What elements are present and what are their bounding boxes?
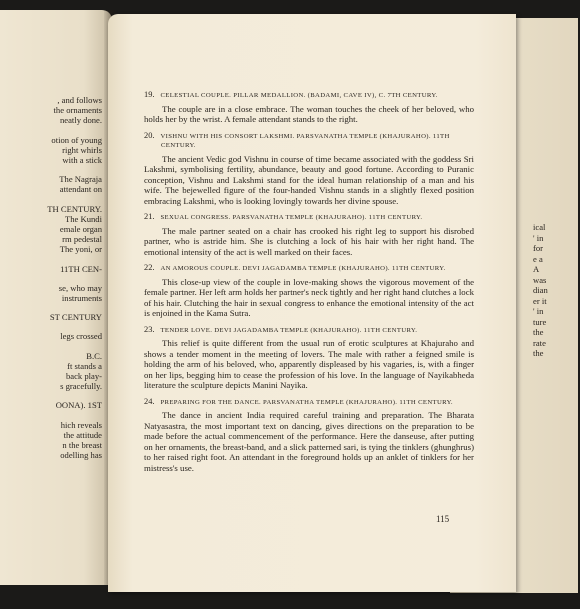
right-page-fragment: was (533, 274, 547, 285)
left-page-line: n the breast (62, 440, 102, 450)
entry-text: The male partner seated on a chair has crooked his right leg to support his disrobed partner, who is astride him. She is clutching a lock of his hair with her right hand. The emotional intensity of the act is well marked on their faces. (144, 225, 474, 257)
left-page-line: OONA). 1ST (55, 400, 102, 411)
left-page-line: The Kundi (65, 213, 102, 224)
entry-number: 20. (144, 130, 155, 140)
left-page-line: se, who may (58, 282, 102, 293)
entry-text: The couple are in a close embrace. The woman touches the cheek of her beloved, who holds her by the wrist. A female attendant stands to the right. (144, 103, 474, 124)
entry-heading (144, 397, 474, 408)
left-page-line: ST CENTURY (49, 312, 102, 323)
entry-heading (144, 325, 474, 336)
entry-title: VISHNU WITH HIS CONSORT LAKSHMI. PARSVANATHA TEMPLE (KHAJURAHO). 11TH CENTURY. (160, 132, 450, 149)
entry-20 (144, 131, 474, 207)
right-page-fragment: ' in (533, 306, 544, 316)
entry-19 (144, 90, 474, 125)
entry-24 (144, 397, 474, 474)
left-page-line: ft stands a (67, 360, 102, 371)
left-page-line: B.C. (86, 350, 102, 361)
entry-22 (144, 263, 474, 319)
entry-23 (144, 325, 474, 391)
left-page-line: with a stick (62, 155, 102, 165)
left-page-line: TH CENTURY. (47, 203, 102, 214)
left-page-line: right whirls (62, 144, 102, 155)
entry-title: TENDER LOVE. DEVI JAGADAMBA TEMPLE (KHAJURAHO). 11TH CENTURY. (160, 326, 418, 334)
left-page-line: attendant on (59, 184, 102, 195)
entry-heading (144, 131, 474, 151)
entry-text: The dance in ancient India required careful training and preparation. The Bharata Natyasastra, the most important text on dancing, gives directions on the preparation to be made before the actual commencement of the performance. Here the danseuse, after putting on her ornaments, the breast-band, and a slick patterned sari, is tying the tinklers (ghunghrus) to her raised right foot. An attendant in the foreground holds up an anklet of tinklers for her mistress's use. (144, 410, 474, 473)
left-page (0, 10, 112, 585)
left-page-line: s gracefully. (60, 381, 102, 392)
page-number: 115 (436, 514, 450, 524)
right-page-fragment: the (533, 327, 544, 337)
right-page-fragment: for (533, 243, 544, 253)
main-page (108, 14, 516, 592)
entry-title: AN AMOROUS COUPLE. DEVI JAGADAMBA TEMPLE (KHAJURAHO). 11TH CENTURY. (160, 265, 446, 272)
right-page-fragment: A (533, 264, 540, 274)
entry-number: 22. (144, 263, 155, 272)
entry-heading (144, 90, 474, 101)
left-page-line: back play- (65, 371, 102, 381)
left-page-line: rm pedestal (62, 234, 102, 245)
entry-title: PREPARING FOR THE DANCE. PARSVANATHA TEMPLE (KHAJURAHO). 11TH CENTURY. (160, 398, 453, 406)
entry-text: This relief is quite different from the usual run of erotic sculptures at Khajuraho and shows a tender moment in the meeting of lovers. The male with rather a feigned smile is holding the arm of his beloved, who, apparently displeased by his vagaries, is, with a finger on her lips, begging him to cease the profession of his love. In the language of Nayikabheda literature the sculpture depicts Manini Nayika. (144, 338, 474, 390)
left-page-line: , and follows (57, 95, 102, 105)
right-page-fragment: ical (533, 222, 546, 232)
left-page-line: instruments (61, 293, 102, 303)
entry-title: CELESTIAL COUPLE. PILLAR MEDALLION. (BADAMI, CAVE IV), C. 7TH CENTURY. (160, 92, 438, 99)
right-page-fragment: er it (533, 295, 547, 306)
right-page-fragment: rate (533, 337, 546, 348)
entry-number: 24. (144, 396, 155, 406)
entry-number: 21. (144, 212, 155, 221)
left-page-line: odelling has (60, 450, 102, 461)
entry-title: SEXUAL CONGRESS. PARSVANATHA TEMPLE (KHAJURAHO). 11TH CENTURY. (160, 214, 423, 221)
left-page-line: hich reveals (60, 419, 102, 430)
right-page-fragment: ture (533, 316, 547, 327)
left-page-line: the ornaments (53, 105, 102, 116)
page-content (144, 90, 474, 479)
entry-text: The ancient Vedic god Vishnu in course of time became associated with the goddess Sri Lakshmi, symbolising fertility, abundance, beauty and good fortune. According to Puranic conception, Vishnu and Lakshmi stand for the ideal human relationship of a man and his wife. The bejewelled figure of the four-handed Vishnu stands in a slightly flexed position embracing Lakshmi, who is looking lovingly towards her divine spouse. (144, 153, 474, 206)
right-page-fragment: e a (533, 253, 543, 264)
left-page-line: neatly done. (60, 115, 102, 126)
entry-number: 23. (144, 324, 155, 334)
entry-21 (144, 212, 474, 257)
right-page-fragment: dian (533, 285, 548, 295)
left-page-line: The yoni, or (59, 244, 102, 255)
entry-number: 19. (144, 90, 155, 99)
left-page-line: otion of young (51, 134, 102, 145)
left-page-line: the attitude (63, 429, 102, 440)
right-page-fragment: ' in (533, 232, 544, 243)
entry-text: This close-up view of the couple in love-making shows the vigorous movement of the female partner. Her left arm holds her partner's neck tightly and her right hand clutches a lock of his hair. Clutching the hair in sexual congress to enhance the emotional intensity of the act is enjoined in the Kama Sutra. (144, 276, 474, 318)
left-page-line: emale organ (59, 224, 102, 234)
left-page-line: legs crossed (60, 331, 102, 342)
entry-heading (144, 212, 474, 223)
entry-heading (144, 263, 474, 274)
right-page-fragment: the (533, 348, 544, 358)
left-page-line: 11TH CEN- (60, 263, 102, 274)
left-page-line: The Nagraja (59, 174, 102, 185)
